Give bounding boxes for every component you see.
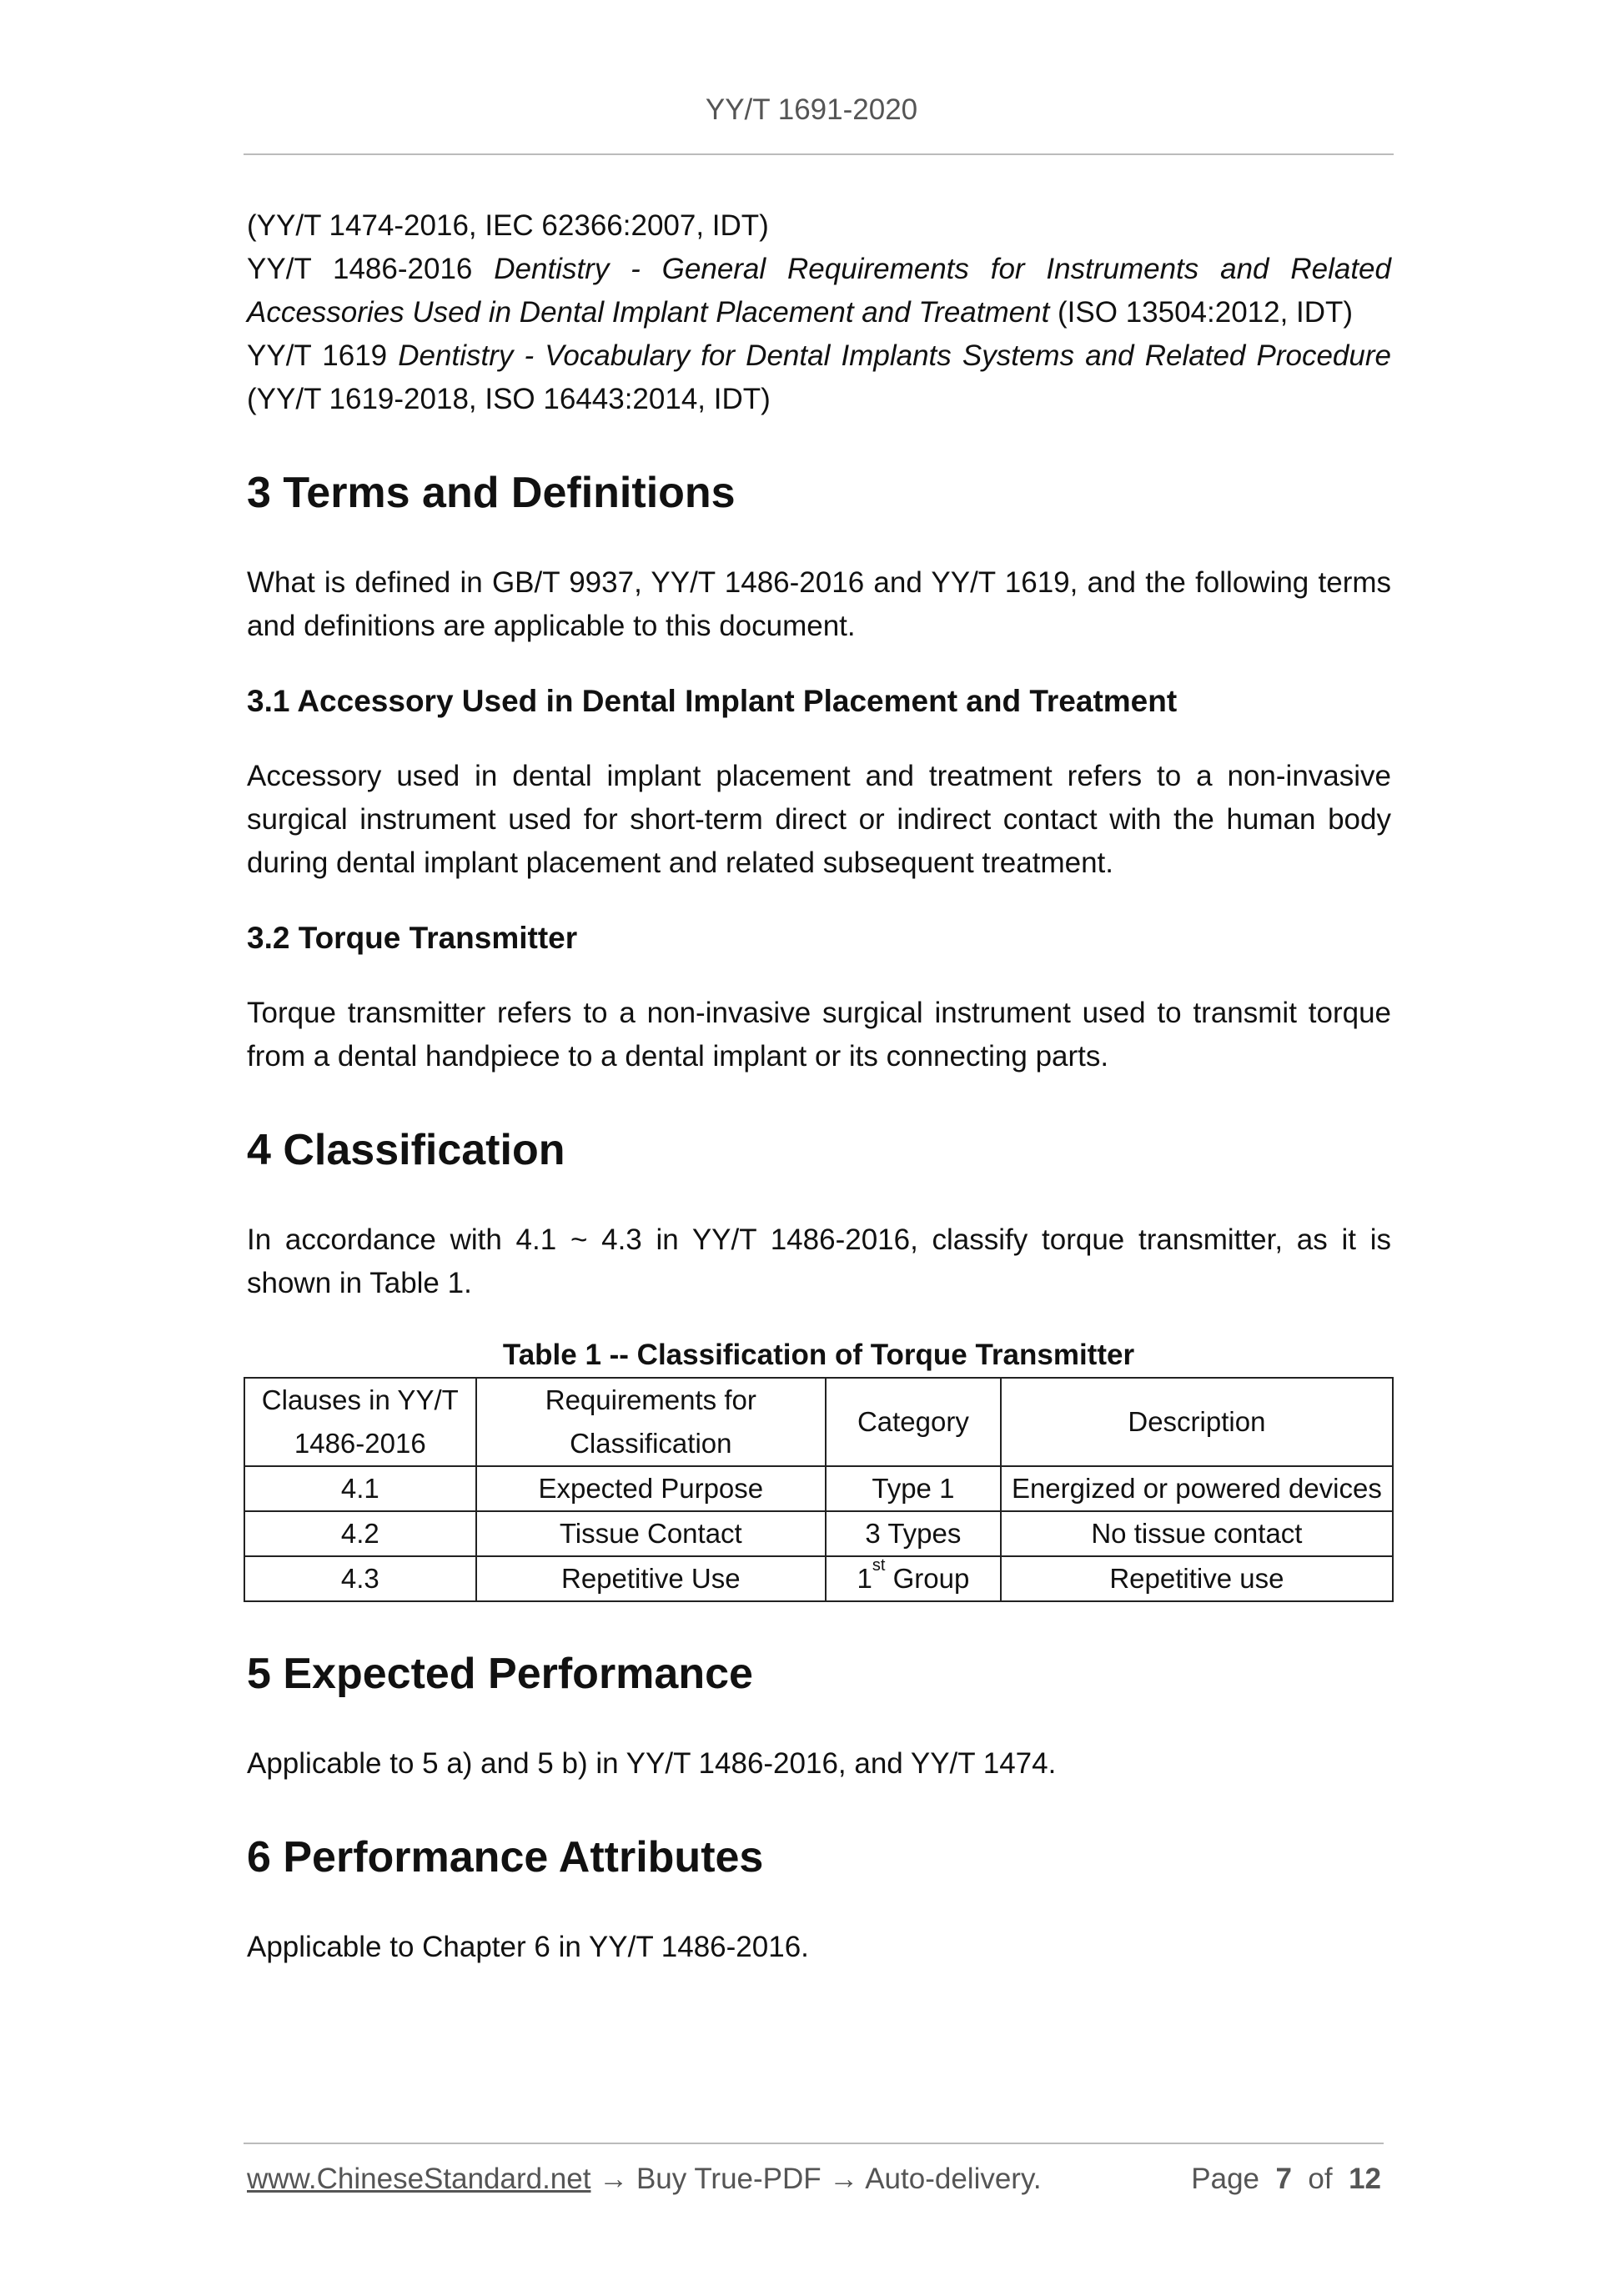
current-page: 7 bbox=[1275, 2163, 1292, 2195]
header-category: Category bbox=[826, 1378, 1001, 1466]
section-paragraph: What is defined in GB/T 9937, YY/T 1486-2016 and YY/T 1619, and the following terms and definitions are applicable to this document. bbox=[247, 566, 1391, 642]
section-heading: 3 Terms and Definitions bbox=[247, 469, 736, 517]
subsection-heading: 3.1 Accessory Used in Dental Implant Placement and Treatment bbox=[247, 684, 1178, 718]
header-description: Description bbox=[1001, 1378, 1393, 1466]
reference-title: Dentistry - Vocabulary for Dental Implants Systems and Related Procedure bbox=[398, 339, 1391, 372]
table-row bbox=[244, 1511, 1393, 1556]
footer-rule bbox=[244, 2143, 1384, 2144]
website-link[interactable]: www.ChineseStandard.net bbox=[247, 2163, 591, 2195]
arrow-icon: → bbox=[599, 2163, 629, 2195]
buy-text: Buy True-PDF bbox=[636, 2163, 822, 2195]
cell-description: Energized or powered devices bbox=[1001, 1466, 1393, 1511]
reference-text: (YY/T 1474-2016, IEC 62366:2007, IDT) bbox=[247, 209, 769, 242]
reference-entry bbox=[247, 248, 1391, 334]
cell-description: No tissue contact bbox=[1001, 1511, 1393, 1556]
section-heading: 5 Expected Performance bbox=[247, 1650, 753, 1698]
reference-suffix: (YY/T 1619-2018, ISO 16443:2014, IDT) bbox=[247, 383, 771, 415]
header-rule bbox=[244, 153, 1394, 155]
cell-category: 1st Group bbox=[826, 1556, 1001, 1601]
cell-requirement: Tissue Contact bbox=[476, 1511, 826, 1556]
table-row bbox=[244, 1466, 1393, 1511]
subsection-heading: 3.2 Torque Transmitter bbox=[247, 921, 578, 955]
header-clauses: Clauses in YY/T 1486-2016 bbox=[244, 1378, 476, 1466]
cell-category: Type 1 bbox=[826, 1466, 1001, 1511]
section-paragraph: Applicable to Chapter 6 in YY/T 1486-2016. bbox=[247, 1931, 809, 1963]
section-5 bbox=[247, 1647, 1391, 1786]
table-caption: Table 1 -- Classification of Torque Transmitter bbox=[502, 1339, 1135, 1371]
section-paragraph: Accessory used in dental implant placement and treatment refers to a non-invasive surgical instrument used for short-term direct or indirect contact with the human body during dental implant placement and related subsequent treatment. bbox=[247, 760, 1391, 879]
reference-code: YY/T 1619 bbox=[247, 339, 399, 372]
page-number: Page 7 of 12 bbox=[1191, 2163, 1381, 2195]
header-requirements: Requirements for Classification bbox=[476, 1378, 826, 1466]
cell-requirement: Repetitive Use bbox=[476, 1556, 826, 1601]
classification-table bbox=[244, 1377, 1394, 1602]
table-header-row bbox=[244, 1378, 1393, 1466]
reference-entry bbox=[247, 334, 1391, 421]
section-paragraph: Applicable to 5 a) and 5 b) in YY/T 1486-2016, and YY/T 1474. bbox=[247, 1747, 1057, 1780]
delivery-text: Auto-delivery. bbox=[865, 2163, 1042, 2195]
total-pages: 12 bbox=[1349, 2163, 1381, 2195]
section-paragraph: In accordance with 4.1 ~ 4.3 in YY/T 1486-2016, classify torque transmitter, as it is shown in Table 1. bbox=[247, 1223, 1391, 1299]
document-body bbox=[247, 204, 1391, 1969]
section-paragraph: Torque transmitter refers to a non-invasive surgical instrument used to transmit torque from a dental handpiece to a dental implant or its connecting parts. bbox=[247, 997, 1391, 1073]
cell-clause: 4.2 bbox=[244, 1511, 476, 1556]
reference-title: Dentistry - General Requirements for Instruments and Related Accessories Used in Dental Implant Placement and Treatment bbox=[247, 253, 1391, 329]
table-row bbox=[244, 1556, 1393, 1601]
arrow-icon: → bbox=[829, 2163, 859, 2195]
reference-code: YY/T 1486-2016 bbox=[247, 253, 495, 285]
reference-suffix: (ISO 13504:2012, IDT) bbox=[1049, 296, 1354, 329]
section-4 bbox=[247, 1123, 1391, 1602]
page-header-title: YY/T 1691-2020 bbox=[705, 93, 918, 126]
cell-category: 3 Types bbox=[826, 1511, 1001, 1556]
cell-requirement: Expected Purpose bbox=[476, 1466, 826, 1511]
page-footer bbox=[247, 2163, 1381, 2204]
cell-description: Repetitive use bbox=[1001, 1556, 1393, 1601]
cell-clause: 4.3 bbox=[244, 1556, 476, 1601]
section-6 bbox=[247, 1831, 1391, 1969]
section-heading: 4 Classification bbox=[247, 1126, 565, 1174]
section-3 bbox=[247, 466, 1391, 1078]
cell-clause: 4.1 bbox=[244, 1466, 476, 1511]
section-heading: 6 Performance Attributes bbox=[247, 1833, 764, 1882]
reference-entry bbox=[247, 204, 1391, 248]
